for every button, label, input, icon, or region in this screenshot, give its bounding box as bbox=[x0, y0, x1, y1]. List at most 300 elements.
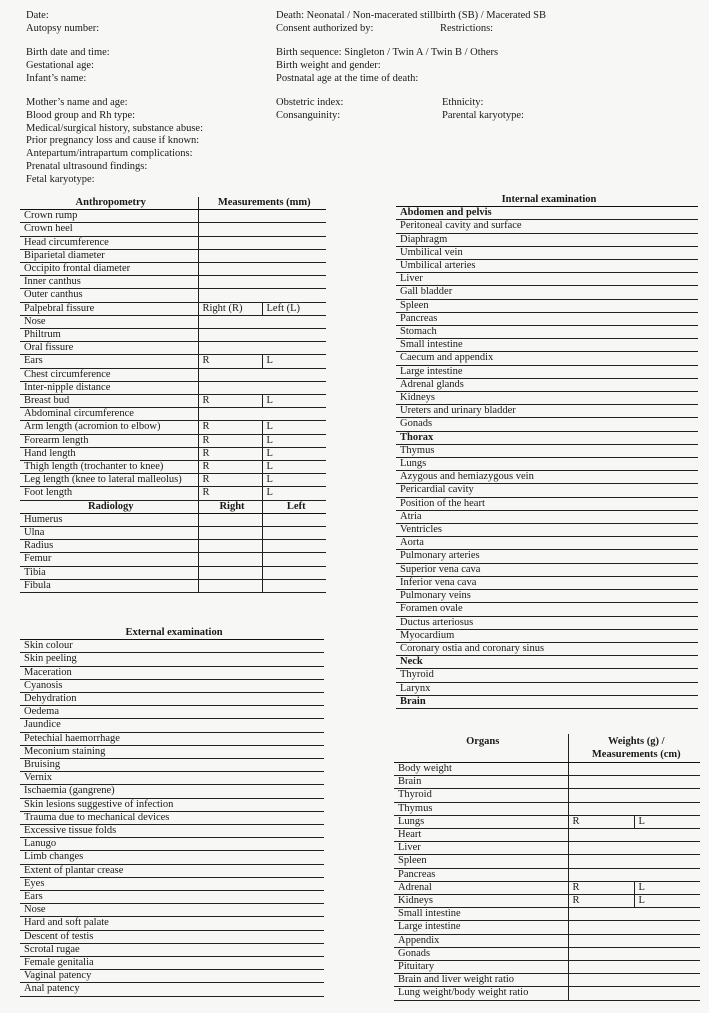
measurement-cell[interactable] bbox=[198, 223, 326, 236]
organ-row bbox=[394, 802, 700, 815]
external-label[interactable]: Nose bbox=[20, 904, 324, 917]
right-value-cell[interactable]: R bbox=[198, 395, 262, 408]
organ-row bbox=[394, 881, 700, 894]
anthropometry-label: Biparietal diameter bbox=[20, 249, 198, 262]
internal-row bbox=[396, 418, 698, 431]
anthropometry-label: Nose bbox=[20, 315, 198, 328]
left-value-cell[interactable]: Left (L) bbox=[262, 302, 326, 315]
radiology-right-header: Right bbox=[198, 500, 262, 513]
internal-row bbox=[396, 590, 698, 603]
birth-weight-label: Birth weight and gender: bbox=[276, 59, 381, 71]
external-row bbox=[20, 693, 324, 706]
organ-row bbox=[394, 763, 700, 776]
internal-label[interactable]: Caecum and appendix bbox=[396, 352, 698, 365]
external-label[interactable]: Maceration bbox=[20, 666, 324, 679]
organ-label: Liver bbox=[394, 842, 568, 855]
right-value-cell[interactable]: R bbox=[198, 421, 262, 434]
anthropometry-label: Thigh length (trochanter to knee) bbox=[20, 461, 198, 474]
external-label[interactable]: Excessive tissue folds bbox=[20, 825, 324, 838]
external-row bbox=[20, 957, 324, 970]
external-label[interactable]: Lanugo bbox=[20, 838, 324, 851]
postnatal-age-label: Postnatal age at the time of death: bbox=[276, 72, 419, 84]
measurement-cell[interactable] bbox=[198, 236, 326, 249]
radiology-row bbox=[20, 566, 326, 579]
organ-label: Lung weight/body weight ratio bbox=[394, 987, 568, 1000]
parental-karyotype-label: Parental karyotype: bbox=[442, 109, 524, 121]
external-row bbox=[20, 983, 324, 996]
radiology-right-cell[interactable] bbox=[198, 553, 262, 566]
internal-row bbox=[396, 642, 698, 655]
external-row bbox=[20, 640, 324, 653]
internal-row bbox=[396, 603, 698, 616]
external-row bbox=[20, 838, 324, 851]
radiology-label: Fibula bbox=[20, 579, 198, 592]
prior-pregnancy-label: Prior pregnancy loss and cause if known: bbox=[26, 135, 200, 147]
measurement-cell[interactable] bbox=[198, 263, 326, 276]
weights-header bbox=[568, 734, 700, 763]
internal-row bbox=[396, 563, 698, 576]
radiology-label: Humerus bbox=[20, 513, 198, 526]
external-label[interactable]: Cyanosis bbox=[20, 679, 324, 692]
measurement-cell[interactable] bbox=[198, 210, 326, 223]
internal-label[interactable]: Stomach bbox=[396, 326, 698, 339]
anthropometry-row bbox=[20, 355, 326, 368]
organ-row bbox=[394, 815, 700, 828]
radiology-left-header: Left bbox=[262, 500, 326, 513]
far-block-3 bbox=[442, 97, 524, 123]
internal-row bbox=[396, 326, 698, 339]
internal-row bbox=[396, 220, 698, 233]
organ-weight-cell[interactable] bbox=[568, 947, 700, 960]
external-row bbox=[20, 970, 324, 983]
internal-label[interactable]: Thyroid bbox=[396, 669, 698, 682]
external-row bbox=[20, 745, 324, 758]
anthropometry-row bbox=[20, 461, 326, 474]
internal-row bbox=[396, 576, 698, 589]
organ-weight-cell[interactable] bbox=[568, 829, 700, 842]
measurements-header: Measurements (mm) bbox=[198, 197, 326, 210]
ethnicity-label: Ethnicity: bbox=[442, 97, 484, 108]
organ-weight-cell[interactable] bbox=[568, 855, 700, 868]
external-label[interactable]: Female genitalia bbox=[20, 957, 324, 970]
organs-header: Organs bbox=[394, 734, 568, 763]
anthropometry-table bbox=[20, 197, 326, 593]
internal-row bbox=[396, 405, 698, 418]
anthropometry-label: Outer canthus bbox=[20, 289, 198, 302]
organ-label: Body weight bbox=[394, 763, 568, 776]
anthropometry-label: Chest circumference bbox=[20, 368, 198, 381]
organ-row bbox=[394, 921, 700, 934]
organ-left-cell[interactable]: L bbox=[634, 881, 700, 894]
internal-label[interactable]: Azygous and hemiazygous vein bbox=[396, 471, 698, 484]
internal-label[interactable]: Coronary ostia and coronary sinus bbox=[396, 642, 698, 655]
internal-label[interactable]: Peritoneal cavity and surface bbox=[396, 220, 698, 233]
internal-row bbox=[396, 378, 698, 391]
left-value-cell[interactable]: L bbox=[262, 421, 326, 434]
internal-label[interactable]: Position of the heart bbox=[396, 497, 698, 510]
internal-label[interactable]: Diaphragm bbox=[396, 233, 698, 246]
radiology-left-cell[interactable] bbox=[262, 513, 326, 526]
anthropometry-label: Inter-nipple distance bbox=[20, 381, 198, 394]
internal-row bbox=[396, 352, 698, 365]
radiology-row bbox=[20, 540, 326, 553]
organ-right-cell[interactable]: R bbox=[568, 815, 634, 828]
internal-row bbox=[396, 392, 698, 405]
left-value-cell[interactable]: L bbox=[262, 355, 326, 368]
radiology-row bbox=[20, 553, 326, 566]
external-label[interactable]: Ischaemia (gangrene) bbox=[20, 785, 324, 798]
radiology-right-cell[interactable] bbox=[198, 513, 262, 526]
radiology-right-cell[interactable] bbox=[198, 540, 262, 553]
internal-row bbox=[396, 695, 698, 708]
radiology-left-cell[interactable] bbox=[262, 527, 326, 540]
organ-label: Thyroid bbox=[394, 789, 568, 802]
external-row bbox=[20, 666, 324, 679]
external-label[interactable]: Trauma due to mechanical devices bbox=[20, 811, 324, 824]
organ-right-cell[interactable]: R bbox=[568, 881, 634, 894]
organ-row bbox=[394, 961, 700, 974]
anthropometry-row bbox=[20, 249, 326, 262]
organ-label: Kidneys bbox=[394, 895, 568, 908]
internal-row bbox=[396, 273, 698, 286]
mother-name-label: Mother’s name and age: bbox=[26, 97, 128, 108]
anthropometry-row bbox=[20, 474, 326, 487]
organ-label: Brain and liver weight ratio bbox=[394, 974, 568, 987]
internal-label[interactable]: Umbilical vein bbox=[396, 246, 698, 259]
weights-header-line2: Measurements (cm) bbox=[591, 749, 681, 760]
external-label[interactable]: Jaundice bbox=[20, 719, 324, 732]
external-row bbox=[20, 785, 324, 798]
radiology-right-cell[interactable] bbox=[198, 579, 262, 592]
radiology-left-cell[interactable] bbox=[262, 540, 326, 553]
left-value-cell[interactable]: L bbox=[262, 447, 326, 460]
internal-row bbox=[396, 656, 698, 669]
radiology-label: Ulna bbox=[20, 527, 198, 540]
internal-label[interactable]: Lungs bbox=[396, 458, 698, 471]
right-block-1 bbox=[276, 10, 546, 36]
external-label[interactable]: Vernix bbox=[20, 772, 324, 785]
anthropometry-label: Occipito frontal diameter bbox=[20, 263, 198, 276]
anthropometry-row bbox=[20, 368, 326, 381]
measurement-cell[interactable] bbox=[198, 329, 326, 342]
internal-row bbox=[396, 458, 698, 471]
internal-label[interactable]: Thymus bbox=[396, 444, 698, 457]
anthropometry-label: Crown rump bbox=[20, 210, 198, 223]
internal-row bbox=[396, 207, 698, 220]
autopsy-number-label: Autopsy number: bbox=[26, 22, 100, 34]
internal-row bbox=[396, 524, 698, 537]
internal-label[interactable]: Inferior vena cava bbox=[396, 576, 698, 589]
left-value-cell[interactable]: L bbox=[262, 395, 326, 408]
external-row bbox=[20, 679, 324, 692]
ultrasound-label: Prenatal ultrasound findings: bbox=[26, 160, 148, 172]
left-value-cell[interactable]: L bbox=[262, 434, 326, 447]
anthropometry-label: Inner canthus bbox=[20, 276, 198, 289]
internal-label[interactable]: Liver bbox=[396, 273, 698, 286]
organ-label: Large intestine bbox=[394, 921, 568, 934]
right-value-cell[interactable]: R bbox=[198, 461, 262, 474]
external-examination-title: External examination bbox=[20, 627, 324, 640]
external-row bbox=[20, 943, 324, 956]
internal-row bbox=[396, 471, 698, 484]
internal-label[interactable]: Kidneys bbox=[396, 392, 698, 405]
external-row bbox=[20, 759, 324, 772]
external-row bbox=[20, 732, 324, 745]
right-value-cell[interactable]: R bbox=[198, 355, 262, 368]
measurement-cell[interactable] bbox=[198, 342, 326, 355]
external-label[interactable]: Anal patency bbox=[20, 983, 324, 996]
measurement-cell[interactable] bbox=[198, 368, 326, 381]
internal-row bbox=[396, 431, 698, 444]
internal-label[interactable]: Pulmonary arteries bbox=[396, 550, 698, 563]
external-row bbox=[20, 772, 324, 785]
internal-row bbox=[396, 616, 698, 629]
weights-header-line1: Weights (g) / bbox=[607, 736, 665, 747]
organ-row bbox=[394, 974, 700, 987]
external-label[interactable]: Petechial haemorrhage bbox=[20, 732, 324, 745]
organ-weights-table bbox=[394, 734, 700, 1001]
organ-row bbox=[394, 908, 700, 921]
internal-label[interactable]: Umbilical arteries bbox=[396, 260, 698, 273]
anthropometry-label: Oral fissure bbox=[20, 342, 198, 355]
internal-row bbox=[396, 286, 698, 299]
external-row bbox=[20, 798, 324, 811]
right-value-cell[interactable]: R bbox=[198, 434, 262, 447]
external-label[interactable]: Bruising bbox=[20, 759, 324, 772]
internal-label[interactable]: Ductus arteriosus bbox=[396, 616, 698, 629]
internal-row bbox=[396, 312, 698, 325]
anthropometry-label: Leg length (knee to lateral malleolus) bbox=[20, 474, 198, 487]
internal-row bbox=[396, 299, 698, 312]
gestational-age-label: Gestational age: bbox=[26, 59, 94, 71]
organ-row bbox=[394, 842, 700, 855]
internal-row bbox=[396, 365, 698, 378]
right-block-2 bbox=[276, 47, 498, 85]
internal-label[interactable]: Pericardial cavity bbox=[396, 484, 698, 497]
external-row bbox=[20, 904, 324, 917]
external-row bbox=[20, 891, 324, 904]
organ-label: Pituitary bbox=[394, 961, 568, 974]
organ-weight-cell[interactable] bbox=[568, 789, 700, 802]
anthropometry-row bbox=[20, 408, 326, 421]
measurement-cell[interactable] bbox=[198, 315, 326, 328]
radiology-left-cell[interactable] bbox=[262, 566, 326, 579]
internal-examination-table bbox=[396, 194, 698, 709]
anthropometry-label: Foot length bbox=[20, 487, 198, 500]
external-label[interactable]: Hard and soft palate bbox=[20, 917, 324, 930]
radiology-right-cell[interactable] bbox=[198, 527, 262, 540]
consent-label: Consent authorized by: bbox=[276, 22, 374, 34]
case-header bbox=[0, 0, 709, 200]
external-label[interactable]: Dehydration bbox=[20, 693, 324, 706]
organ-weight-cell[interactable] bbox=[568, 842, 700, 855]
internal-row bbox=[396, 484, 698, 497]
left-value-cell[interactable]: L bbox=[262, 461, 326, 474]
internal-label[interactable]: Gonads bbox=[396, 418, 698, 431]
internal-label[interactable]: Myocardium bbox=[396, 629, 698, 642]
organ-weight-cell[interactable] bbox=[568, 908, 700, 921]
internal-label[interactable]: Superior vena cava bbox=[396, 563, 698, 576]
anthropometry-row bbox=[20, 434, 326, 447]
organ-weight-cell[interactable] bbox=[568, 776, 700, 789]
external-label[interactable]: Limb changes bbox=[20, 851, 324, 864]
internal-row bbox=[396, 537, 698, 550]
left-value-cell[interactable]: L bbox=[262, 487, 326, 500]
external-label[interactable]: Descent of testis bbox=[20, 930, 324, 943]
internal-row bbox=[396, 497, 698, 510]
internal-label[interactable]: Larynx bbox=[396, 682, 698, 695]
medical-history-label: Medical/surgical history, substance abuse: bbox=[26, 122, 203, 134]
birth-date-label: Birth date and time: bbox=[26, 47, 110, 58]
organ-row bbox=[394, 789, 700, 802]
internal-label[interactable]: Ureters and urinary bladder bbox=[396, 405, 698, 418]
organ-weight-cell[interactable] bbox=[568, 987, 700, 1000]
right-value-cell[interactable]: R bbox=[198, 487, 262, 500]
organ-row bbox=[394, 829, 700, 842]
anthropometry-row bbox=[20, 315, 326, 328]
organ-label: Small intestine bbox=[394, 908, 568, 921]
internal-row bbox=[396, 669, 698, 682]
internal-section-label[interactable]: Neck bbox=[396, 656, 698, 669]
external-label[interactable]: Extent of plantar crease bbox=[20, 864, 324, 877]
organ-weight-cell[interactable] bbox=[568, 868, 700, 881]
anthropometry-row bbox=[20, 381, 326, 394]
external-examination-table bbox=[20, 627, 324, 997]
organ-label: Appendix bbox=[394, 934, 568, 947]
external-label[interactable]: Oedema bbox=[20, 706, 324, 719]
external-row bbox=[20, 825, 324, 838]
organ-weight-cell[interactable] bbox=[568, 763, 700, 776]
left-block-2 bbox=[26, 47, 110, 85]
internal-section-label[interactable]: Thorax bbox=[396, 431, 698, 444]
internal-label[interactable]: Large intestine bbox=[396, 365, 698, 378]
organ-weight-cell[interactable] bbox=[568, 802, 700, 815]
anthropometry-row bbox=[20, 342, 326, 355]
external-row bbox=[20, 811, 324, 824]
organ-weight-cell[interactable] bbox=[568, 921, 700, 934]
external-label[interactable]: Vaginal patency bbox=[20, 970, 324, 983]
organ-label: Gonads bbox=[394, 947, 568, 960]
internal-label[interactable]: Pancreas bbox=[396, 312, 698, 325]
organ-left-cell[interactable]: L bbox=[634, 815, 700, 828]
anthropometry-row bbox=[20, 302, 326, 315]
blood-group-label: Blood group and Rh type: bbox=[26, 109, 136, 121]
internal-label[interactable]: Gall bladder bbox=[396, 286, 698, 299]
measurement-cell[interactable] bbox=[198, 276, 326, 289]
internal-label[interactable]: Pulmonary veins bbox=[396, 590, 698, 603]
external-label[interactable]: Eyes bbox=[20, 877, 324, 890]
left-value-cell[interactable]: L bbox=[262, 474, 326, 487]
radiology-right-cell[interactable] bbox=[198, 566, 262, 579]
organ-label: Brain bbox=[394, 776, 568, 789]
external-row bbox=[20, 719, 324, 732]
external-label[interactable]: Skin colour bbox=[20, 640, 324, 653]
left-block-3 bbox=[26, 97, 203, 187]
radiology-left-cell[interactable] bbox=[262, 553, 326, 566]
right-value-cell[interactable]: R bbox=[198, 474, 262, 487]
internal-row bbox=[396, 260, 698, 273]
restrictions-label: Restrictions: bbox=[440, 22, 494, 34]
organ-row bbox=[394, 855, 700, 868]
internal-label[interactable]: Adrenal glands bbox=[396, 378, 698, 391]
external-row bbox=[20, 706, 324, 719]
organ-row bbox=[394, 895, 700, 908]
organ-row bbox=[394, 947, 700, 960]
internal-row bbox=[396, 246, 698, 259]
organ-label: Pancreas bbox=[394, 868, 568, 881]
anthropometry-row bbox=[20, 395, 326, 408]
internal-label[interactable]: Aorta bbox=[396, 537, 698, 550]
right-value-cell[interactable]: R bbox=[198, 447, 262, 460]
external-label[interactable]: Skin lesions suggestive of infection bbox=[20, 798, 324, 811]
radiology-row bbox=[20, 527, 326, 540]
measurement-cell[interactable] bbox=[198, 408, 326, 421]
anthropometry-row bbox=[20, 236, 326, 249]
organ-left-cell[interactable]: L bbox=[634, 895, 700, 908]
obstetric-index-label: Obstetric index: bbox=[276, 97, 344, 108]
external-row bbox=[20, 877, 324, 890]
left-block-1 bbox=[26, 10, 99, 36]
external-row bbox=[20, 864, 324, 877]
organ-label: Lungs bbox=[394, 815, 568, 828]
internal-label[interactable]: Foramen ovale bbox=[396, 603, 698, 616]
internal-row bbox=[396, 682, 698, 695]
external-label[interactable]: Ears bbox=[20, 891, 324, 904]
measurement-cell[interactable] bbox=[198, 381, 326, 394]
internal-examination-title: Internal examination bbox=[396, 194, 698, 207]
internal-label[interactable]: Small intestine bbox=[396, 339, 698, 352]
organ-weight-cell[interactable] bbox=[568, 974, 700, 987]
complications-label: Antepartum/intrapartum complications: bbox=[26, 148, 193, 160]
organ-weight-cell[interactable] bbox=[568, 961, 700, 974]
organ-right-cell[interactable]: R bbox=[568, 895, 634, 908]
internal-section-label[interactable]: Brain bbox=[396, 695, 698, 708]
anthropometry-label: Crown heel bbox=[20, 223, 198, 236]
internal-label[interactable]: Atria bbox=[396, 510, 698, 523]
birth-sequence-label: Birth sequence: Singleton / Twin A / Twin B / Others bbox=[276, 47, 499, 58]
organ-row bbox=[394, 934, 700, 947]
death-type-label: Death: Neonatal / Non-macerated stillbirth (SB) / Macerated SB bbox=[276, 10, 547, 21]
radiology-left-cell[interactable] bbox=[262, 579, 326, 592]
measurement-cell[interactable] bbox=[198, 289, 326, 302]
organ-label: Thymus bbox=[394, 802, 568, 815]
anthropometry-label: Forearm length bbox=[20, 434, 198, 447]
internal-row bbox=[396, 629, 698, 642]
external-label[interactable]: Meconium staining bbox=[20, 745, 324, 758]
right-value-cell[interactable]: Right (R) bbox=[198, 302, 262, 315]
anthropometry-row bbox=[20, 223, 326, 236]
radiology-header: Radiology bbox=[20, 500, 198, 513]
external-label[interactable]: Skin peeling bbox=[20, 653, 324, 666]
internal-section-label[interactable]: Abdomen and pelvis bbox=[396, 207, 698, 220]
external-row bbox=[20, 917, 324, 930]
internal-label[interactable]: Spleen bbox=[396, 299, 698, 312]
internal-label[interactable]: Ventricles bbox=[396, 524, 698, 537]
internal-row bbox=[396, 444, 698, 457]
anthropometry-label: Abdominal circumference bbox=[20, 408, 198, 421]
organ-weight-cell[interactable] bbox=[568, 934, 700, 947]
internal-row bbox=[396, 550, 698, 563]
anthropometry-row bbox=[20, 329, 326, 342]
external-label[interactable]: Scrotal rugae bbox=[20, 943, 324, 956]
infant-name-label: Infant’s name: bbox=[26, 72, 87, 84]
anthropometry-row bbox=[20, 210, 326, 223]
anthropometry-row bbox=[20, 263, 326, 276]
internal-row bbox=[396, 233, 698, 246]
anthropometry-label: Arm length (acromion to elbow) bbox=[20, 421, 198, 434]
measurement-cell[interactable] bbox=[198, 249, 326, 262]
radiology-row bbox=[20, 579, 326, 592]
